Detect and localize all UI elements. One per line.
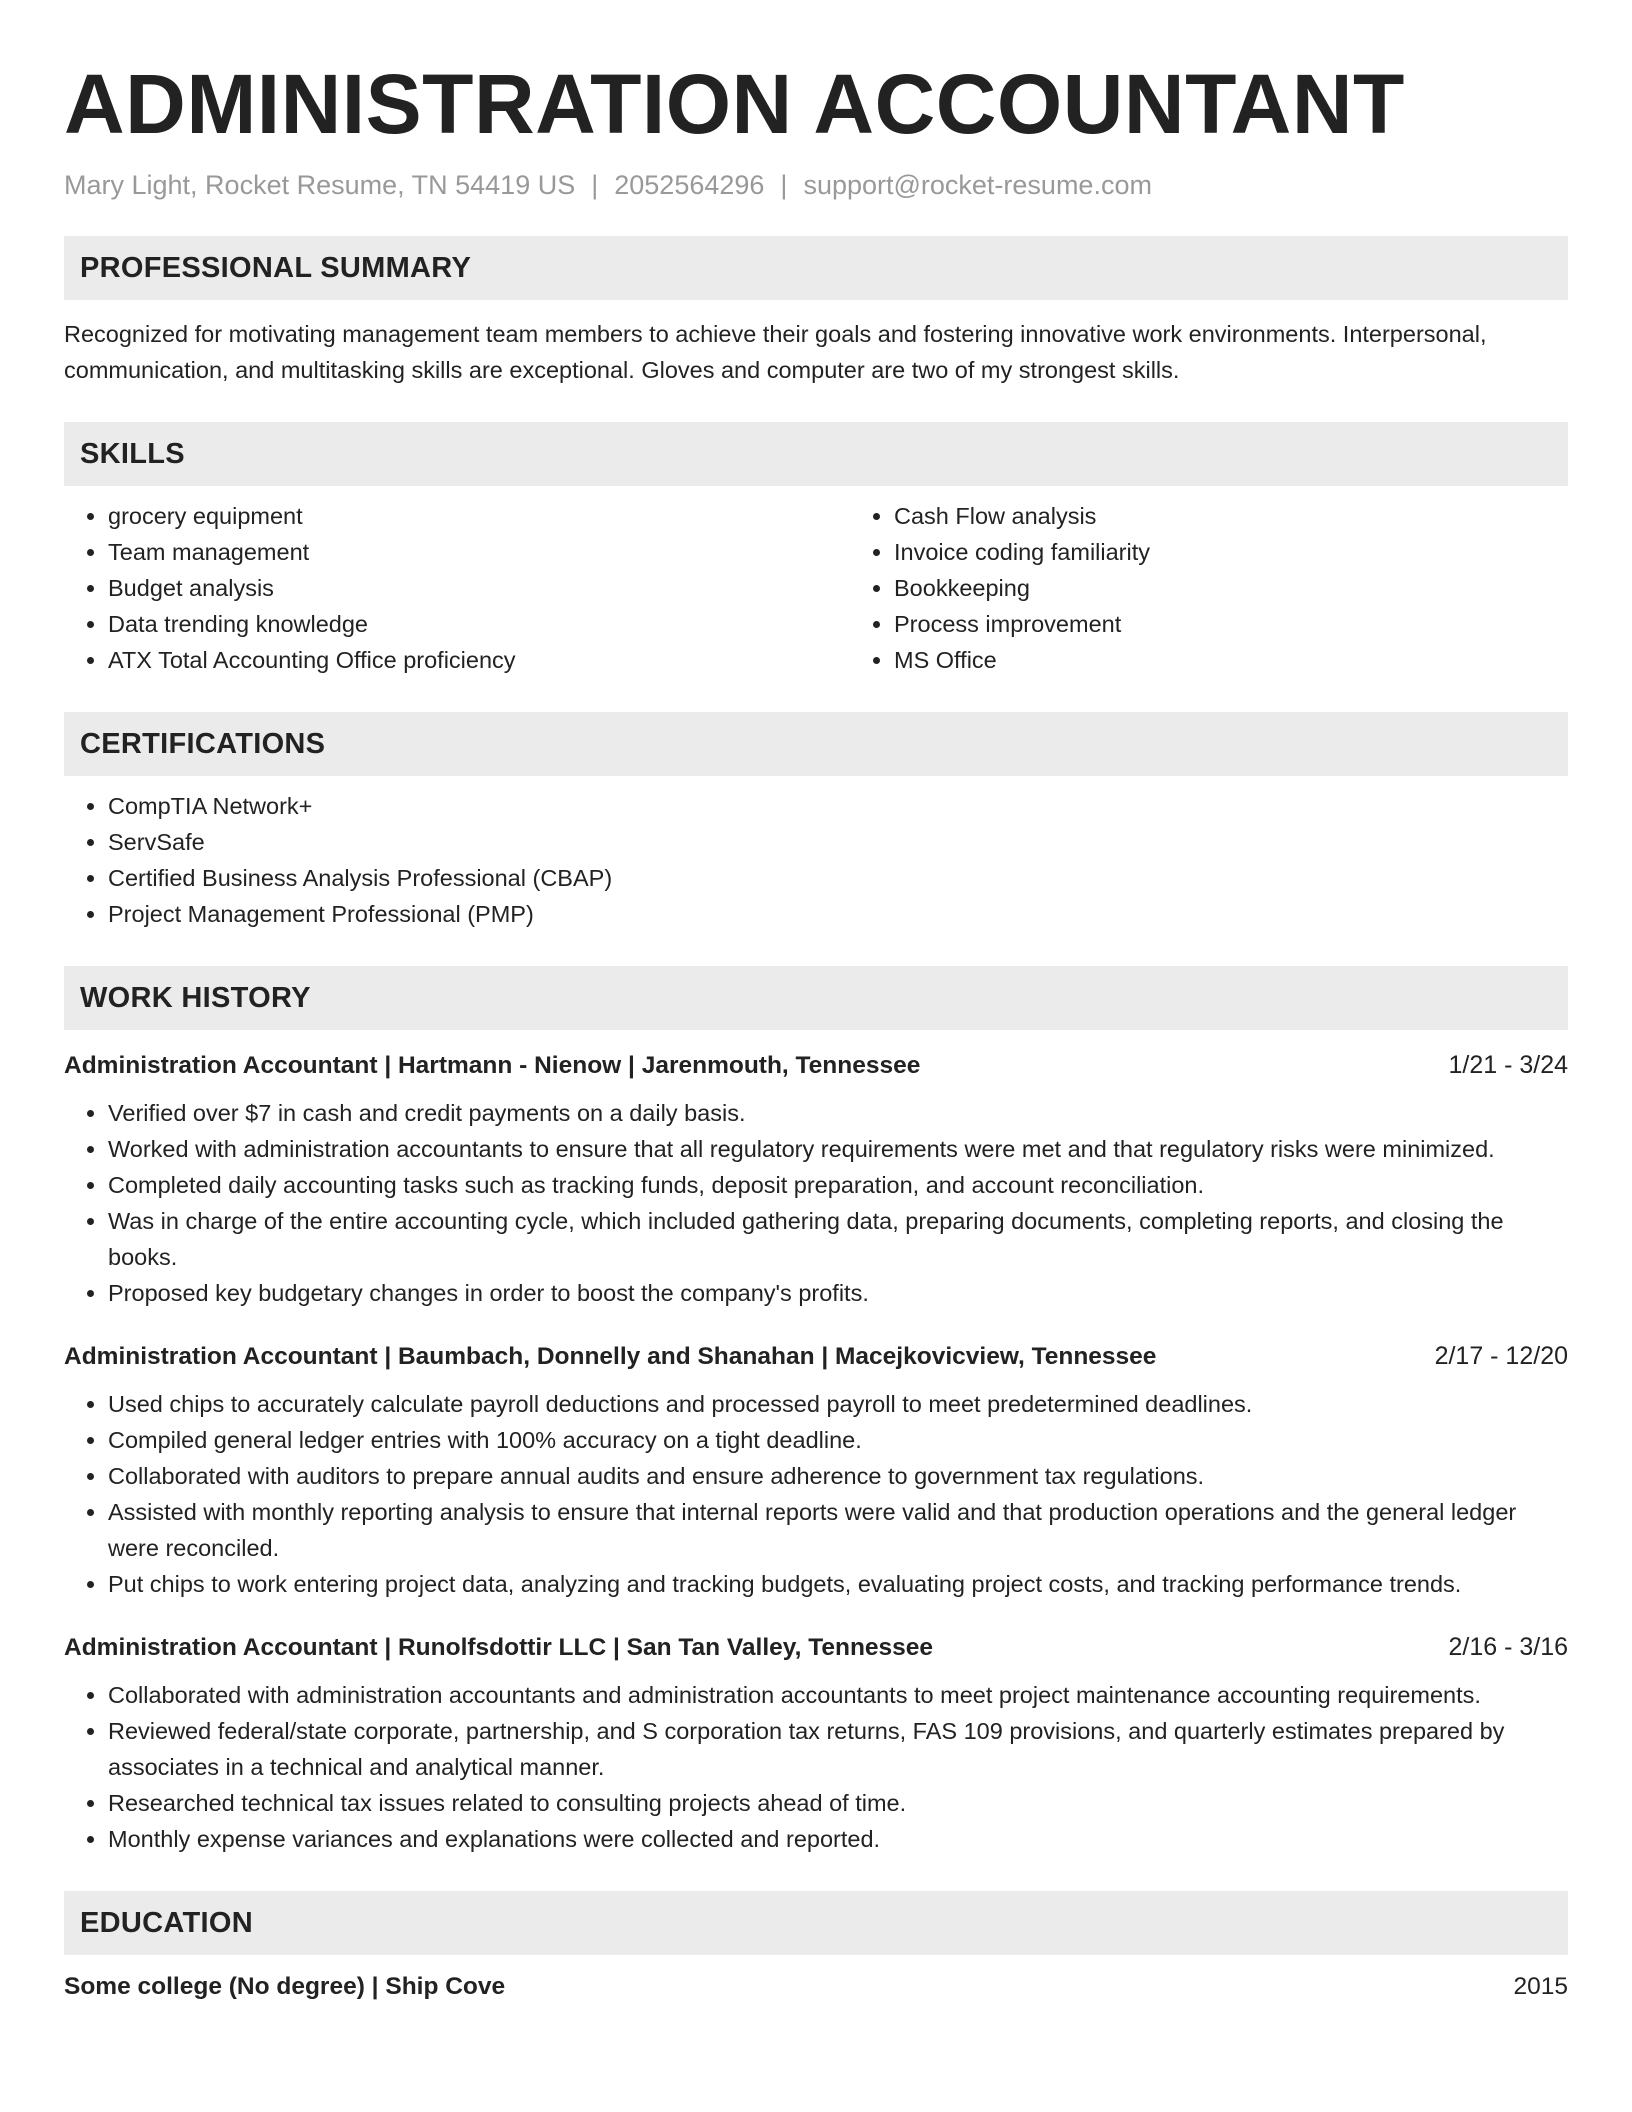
skill-item: • MS Office — [894, 642, 1568, 678]
job-bullet: • Compiled general ledger entries with 100% accuracy on a tight deadline. — [108, 1422, 1568, 1458]
skill-item: • Process improvement — [894, 606, 1568, 642]
skill-item: • Budget analysis — [108, 570, 850, 606]
education-entry — [64, 1973, 1568, 2001]
contact-email: support@rocket-resume.com — [803, 170, 1152, 200]
job-header — [64, 1339, 1568, 1374]
job-bullet: • Collaborated with administration accountants and administration accountants to meet project maintenance accounting requirements. — [108, 1677, 1568, 1713]
education-heading: Some college (No degree) | Ship Cove — [64, 1973, 506, 2000]
job-bullets — [64, 1386, 1568, 1602]
resume-title: ADMINISTRATION ACCOUNTANT — [64, 57, 1405, 151]
certification-item: • ServSafe — [108, 824, 1568, 860]
certification-item: • Project Management Professional (PMP) — [108, 896, 1568, 932]
job-bullet: • Reviewed federal/state corporate, partnership, and S corporation tax returns, FAS 109 provisions, and quarterly estimates prepared by associates in a technical and analytical manner. — [108, 1713, 1568, 1785]
job-bullet: • Worked with administration accountants to ensure that all regulatory requirements were met and that regulatory risks were minimized. — [108, 1131, 1568, 1167]
job-bullet: • Put chips to work entering project data, analyzing and tracking budgets, evaluating project costs, and tracking performance trends. — [108, 1566, 1568, 1602]
section-header-certifications — [64, 712, 1568, 776]
section-header-skills — [64, 422, 1568, 486]
job-bullet: • Used chips to accurately calculate payroll deductions and processed payroll to meet predetermined deadlines. — [108, 1386, 1568, 1422]
job-dates: 2/17 - 12/20 — [1434, 1342, 1568, 1370]
certifications-list — [64, 788, 1568, 932]
job-dates: 1/21 - 3/24 — [1448, 1051, 1568, 1079]
job-entry — [64, 1339, 1568, 1602]
job-entry — [64, 1048, 1568, 1311]
contact-separator: | — [780, 170, 788, 200]
section-title-certifications: CERTIFICATIONS — [80, 727, 326, 760]
job-bullet: • Assisted with monthly reporting analysis to ensure that internal reports were valid and that production operations and the general ledger were reconciled. — [108, 1494, 1568, 1566]
section-title-work: WORK HISTORY — [80, 981, 311, 1014]
contact-separator: | — [591, 170, 599, 200]
job-bullets — [64, 1095, 1568, 1311]
skills-grid — [64, 486, 1568, 678]
job-bullet: • Monthly expense variances and explanations were collected and reported. — [108, 1821, 1568, 1857]
section-header-summary — [64, 236, 1568, 300]
skill-item: • ATX Total Accounting Office proficiency — [108, 642, 850, 678]
job-entry — [64, 1630, 1568, 1857]
section-header-education — [64, 1891, 1568, 1955]
job-bullet: • Verified over $7 in cash and credit payments on a daily basis. — [108, 1095, 1568, 1131]
summary-text: Recognized for motivating management team members to achieve their goals and fostering innovative work environments. Interpersonal, communication, and multitasking skills are exceptional. Gloves and computer are two of my strongest skills. — [64, 321, 1487, 383]
skill-item: • Data trending knowledge — [108, 606, 850, 642]
skill-item: • grocery equipment — [108, 498, 850, 534]
section-header-work — [64, 966, 1568, 1030]
skill-item: • Bookkeeping — [894, 570, 1568, 606]
job-bullet: • Researched technical tax issues related to consulting projects ahead of time. — [108, 1785, 1568, 1821]
skill-item: • Team management — [108, 534, 850, 570]
job-header — [64, 1048, 1568, 1083]
contact-phone: 2052564296 — [614, 170, 765, 200]
job-header — [64, 1630, 1568, 1665]
job-heading: Administration Accountant | Baumbach, Donnelly and Shanahan | Macejkovicview, Tennessee — [64, 1343, 1157, 1370]
contact-address: Mary Light, Rocket Resume, TN 54419 US — [64, 170, 576, 200]
job-bullet: • Was in charge of the entire accounting cycle, which included gathering data, preparing documents, completing reports, and closing the books. — [108, 1203, 1568, 1275]
section-title-summary: PROFESSIONAL SUMMARY — [80, 251, 472, 284]
job-heading: Administration Accountant | Hartmann - Nienow | Jarenmouth, Tennessee — [64, 1052, 921, 1079]
section-title-education: EDUCATION — [80, 1906, 253, 1939]
job-bullet: • Collaborated with auditors to prepare annual audits and ensure adherence to government tax regulations. — [108, 1458, 1568, 1494]
contact-line — [64, 168, 1568, 202]
job-bullets — [64, 1677, 1568, 1857]
skills-list-right — [850, 498, 1568, 678]
job-bullet: • Proposed key budgetary changes in order to boost the company's profits. — [108, 1275, 1568, 1311]
certification-item: • Certified Business Analysis Professional (CBAP) — [108, 860, 1568, 896]
skill-item: • Invoice coding familiarity — [894, 534, 1568, 570]
section-title-skills: SKILLS — [80, 437, 185, 470]
job-bullet: • Completed daily accounting tasks such as tracking funds, deposit preparation, and account reconciliation. — [108, 1167, 1568, 1203]
skill-item: • Cash Flow analysis — [894, 498, 1568, 534]
certification-item: • CompTIA Network+ — [108, 788, 1568, 824]
skills-list-left — [64, 498, 850, 678]
job-dates: 2/16 - 3/16 — [1448, 1633, 1568, 1661]
job-heading: Administration Accountant | Runolfsdottir LLC | San Tan Valley, Tennessee — [64, 1634, 934, 1661]
education-dates: 2015 — [1513, 1973, 1568, 2000]
